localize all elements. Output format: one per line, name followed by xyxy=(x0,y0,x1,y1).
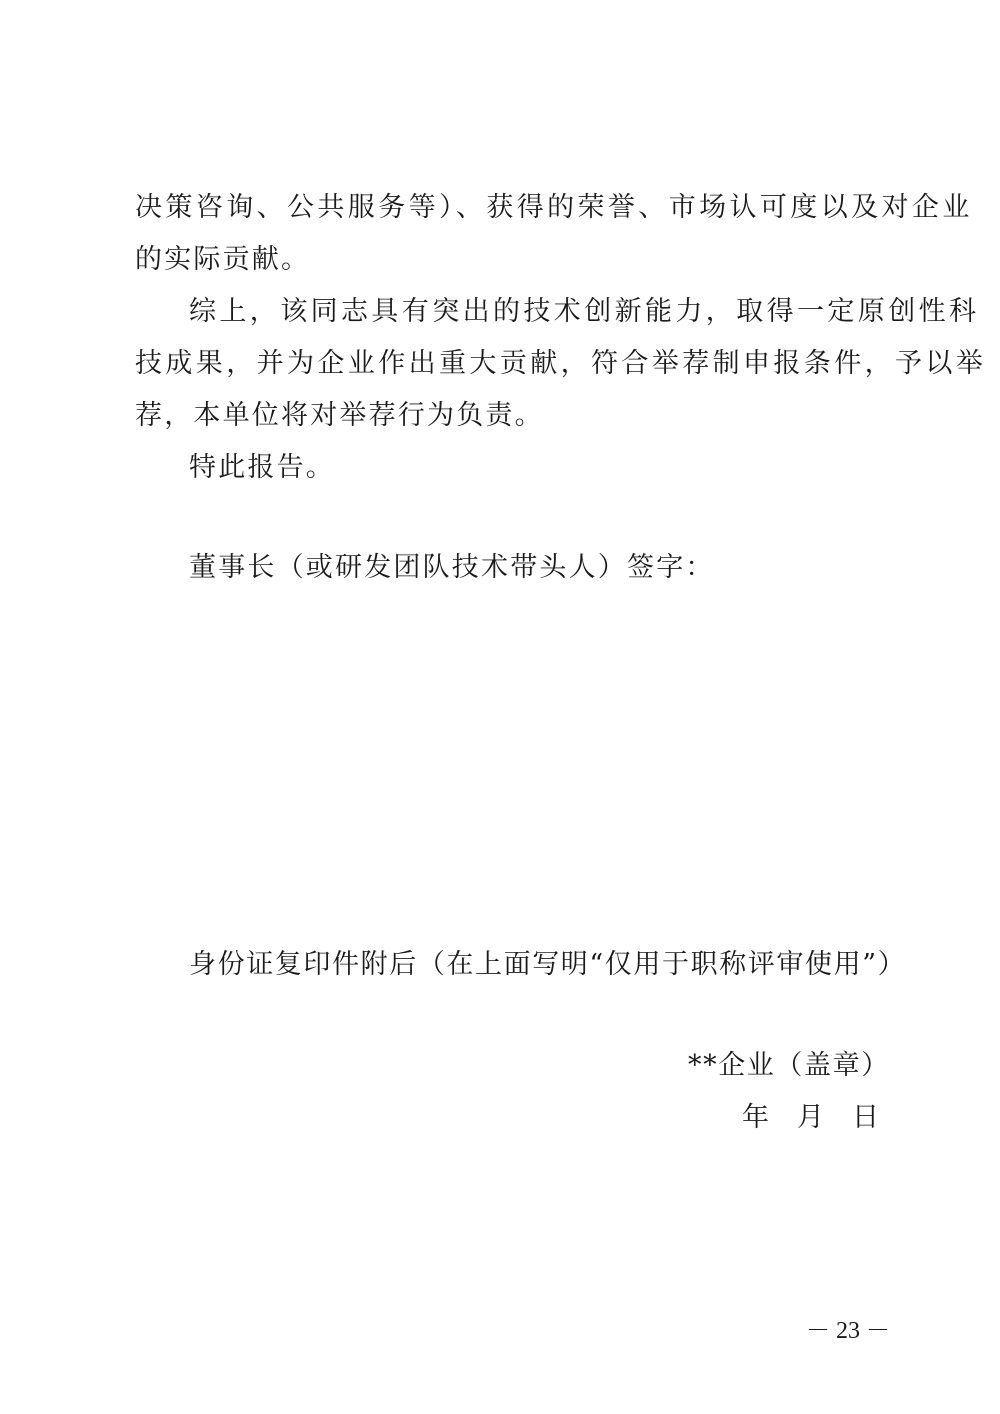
paragraph-1-line-1: 决策咨询、公共服务等）、获得的荣誉、市场认可度以及对企业 xyxy=(135,192,973,223)
date-month: 月 xyxy=(797,1102,824,1133)
paragraph-2-line-3: 荐，本单位将对举荐行为负责。 xyxy=(135,400,544,431)
company-seal-label: **企业（盖章） xyxy=(688,1050,890,1081)
date-line xyxy=(742,1098,879,1138)
date-year: 年 xyxy=(742,1102,769,1133)
paragraph-2-line-1: 综上，该同志具有突出的技术创新能力，取得一定原创性科 xyxy=(189,296,980,327)
closing-text: 特此报告。 xyxy=(189,452,335,483)
paragraph-1-line-2: 的实际贡献。 xyxy=(135,244,311,275)
signature-label: 董事长（或研发团队技术带头人）签字： xyxy=(189,552,715,583)
paragraph-2-line-2: 技成果，并为企业作出重大贡献，符合举荐制申报条件，予以举 xyxy=(135,348,987,379)
attachment-note: 身份证复印件附后（在上面写明“仅用于职称评审使用”） xyxy=(189,949,907,980)
date-day: 日 xyxy=(852,1102,879,1133)
page-number: － 23 － xyxy=(806,1318,890,1344)
